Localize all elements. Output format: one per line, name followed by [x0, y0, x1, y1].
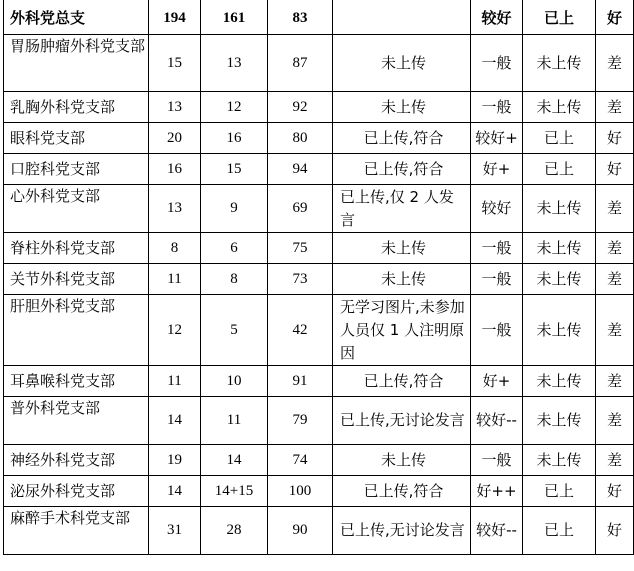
- row-score: 100: [268, 476, 333, 507]
- row-score: 73: [268, 264, 333, 295]
- row-status: 已上: [523, 476, 596, 507]
- row-grade: 差: [596, 35, 634, 92]
- table-row: [4, 35, 634, 92]
- row-name: 耳鼻喉科党支部: [4, 366, 149, 397]
- row-upload-note: 已上传,无讨论发言: [333, 397, 471, 445]
- row-name: 神经外科党支部: [4, 445, 149, 476]
- row-quality: 一般: [471, 92, 523, 123]
- row-quality: 一般: [471, 233, 523, 264]
- row-grade: 差: [596, 264, 634, 295]
- table-row: [4, 185, 634, 233]
- row-upload-note: 无学习图片,未参加人员仅 1 人注明原因: [333, 295, 471, 366]
- row-status: 未上传: [523, 185, 596, 233]
- header-name: 外科党总支: [4, 0, 149, 35]
- row-score: 69: [268, 185, 333, 233]
- row-member-count: 20: [149, 123, 201, 154]
- row-attendance: 10: [201, 366, 268, 397]
- row-status: 已上: [523, 507, 596, 555]
- row-grade: 差: [596, 445, 634, 476]
- row-member-count: 8: [149, 233, 201, 264]
- row-name: 心外科党支部: [4, 185, 149, 233]
- table-row: [4, 123, 634, 154]
- row-name: 关节外科党支部: [4, 264, 149, 295]
- row-status: 未上传: [523, 397, 596, 445]
- row-grade: 差: [596, 233, 634, 264]
- row-status: 未上传: [523, 445, 596, 476]
- row-attendance: 12: [201, 92, 268, 123]
- row-upload-note: 未上传: [333, 233, 471, 264]
- row-name: 普外科党支部: [4, 397, 149, 445]
- row-member-count: 12: [149, 295, 201, 366]
- row-name: 泌尿外科党支部: [4, 476, 149, 507]
- row-quality: 一般: [471, 295, 523, 366]
- row-attendance: 13: [201, 35, 268, 92]
- row-quality: 好+: [471, 154, 523, 185]
- row-member-count: 19: [149, 445, 201, 476]
- row-quality: 好+: [471, 366, 523, 397]
- row-upload-note: 已上传,仅 2 人发言: [333, 185, 471, 233]
- header-c: 83: [268, 0, 333, 35]
- row-score: 87: [268, 35, 333, 92]
- row-member-count: 11: [149, 264, 201, 295]
- row-member-count: 14: [149, 476, 201, 507]
- table-header-row: [4, 0, 634, 35]
- table-row: [4, 295, 634, 366]
- row-member-count: 13: [149, 92, 201, 123]
- row-status: 未上传: [523, 233, 596, 264]
- branch-evaluation-table: [3, 0, 634, 555]
- row-grade: 差: [596, 185, 634, 233]
- row-name: 口腔科党支部: [4, 154, 149, 185]
- row-member-count: 11: [149, 366, 201, 397]
- row-attendance: 14: [201, 445, 268, 476]
- row-quality: 一般: [471, 445, 523, 476]
- row-score: 75: [268, 233, 333, 264]
- row-quality: 较好: [471, 185, 523, 233]
- row-member-count: 13: [149, 185, 201, 233]
- header-upload: [333, 0, 471, 35]
- row-attendance: 11: [201, 397, 268, 445]
- table-row: [4, 264, 634, 295]
- table-row: [4, 397, 634, 445]
- row-score: 92: [268, 92, 333, 123]
- row-attendance: 9: [201, 185, 268, 233]
- row-status: 未上传: [523, 295, 596, 366]
- row-upload-note: 未上传: [333, 35, 471, 92]
- row-upload-note: 未上传: [333, 92, 471, 123]
- row-upload-note: 已上传,符合: [333, 154, 471, 185]
- row-score: 80: [268, 123, 333, 154]
- row-grade: 好: [596, 123, 634, 154]
- row-member-count: 31: [149, 507, 201, 555]
- row-upload-note: 未上传: [333, 445, 471, 476]
- row-grade: 好: [596, 154, 634, 185]
- row-quality: 较好--: [471, 397, 523, 445]
- row-status: 已上: [523, 154, 596, 185]
- table-row: [4, 233, 634, 264]
- header-b: 161: [201, 0, 268, 35]
- row-status: 已上: [523, 123, 596, 154]
- row-status: 未上传: [523, 264, 596, 295]
- row-upload-note: 已上传,符合: [333, 366, 471, 397]
- row-name: 胃肠肿瘤外科党支部: [4, 35, 149, 92]
- row-grade: 差: [596, 92, 634, 123]
- table-row: [4, 366, 634, 397]
- row-attendance: 16: [201, 123, 268, 154]
- row-quality: 较好--: [471, 507, 523, 555]
- row-score: 94: [268, 154, 333, 185]
- row-grade: 差: [596, 366, 634, 397]
- header-grade: 好: [596, 0, 634, 35]
- table-row: [4, 445, 634, 476]
- row-score: 74: [268, 445, 333, 476]
- row-name: 麻醉手术科党支部: [4, 507, 149, 555]
- row-score: 42: [268, 295, 333, 366]
- header-a: 194: [149, 0, 201, 35]
- row-upload-note: 已上传,无讨论发言: [333, 507, 471, 555]
- row-attendance: 6: [201, 233, 268, 264]
- row-quality: 一般: [471, 264, 523, 295]
- table-row: [4, 92, 634, 123]
- row-attendance: 14+15: [201, 476, 268, 507]
- row-score: 90: [268, 507, 333, 555]
- row-grade: 好: [596, 476, 634, 507]
- row-upload-note: 已上传,符合: [333, 123, 471, 154]
- row-status: 未上传: [523, 366, 596, 397]
- table-row: [4, 507, 634, 555]
- row-attendance: 8: [201, 264, 268, 295]
- row-name: 肝胆外科党支部: [4, 295, 149, 366]
- row-quality: 较好+: [471, 123, 523, 154]
- row-attendance: 28: [201, 507, 268, 555]
- row-name: 眼科党支部: [4, 123, 149, 154]
- row-quality: 好++: [471, 476, 523, 507]
- row-score: 91: [268, 366, 333, 397]
- table-row: [4, 476, 634, 507]
- row-member-count: 14: [149, 397, 201, 445]
- row-grade: 好: [596, 507, 634, 555]
- header-quality: 较好: [471, 0, 523, 35]
- row-upload-note: 已上传,符合: [333, 476, 471, 507]
- row-attendance: 5: [201, 295, 268, 366]
- row-member-count: 16: [149, 154, 201, 185]
- row-grade: 差: [596, 397, 634, 445]
- table-row: [4, 154, 634, 185]
- header-status: 已上: [523, 0, 596, 35]
- row-grade: 差: [596, 295, 634, 366]
- row-status: 未上传: [523, 92, 596, 123]
- row-score: 79: [268, 397, 333, 445]
- row-status: 未上传: [523, 35, 596, 92]
- row-upload-note: 未上传: [333, 264, 471, 295]
- row-name: 脊柱外科党支部: [4, 233, 149, 264]
- row-attendance: 15: [201, 154, 268, 185]
- row-member-count: 15: [149, 35, 201, 92]
- row-name: 乳胸外科党支部: [4, 92, 149, 123]
- row-quality: 一般: [471, 35, 523, 92]
